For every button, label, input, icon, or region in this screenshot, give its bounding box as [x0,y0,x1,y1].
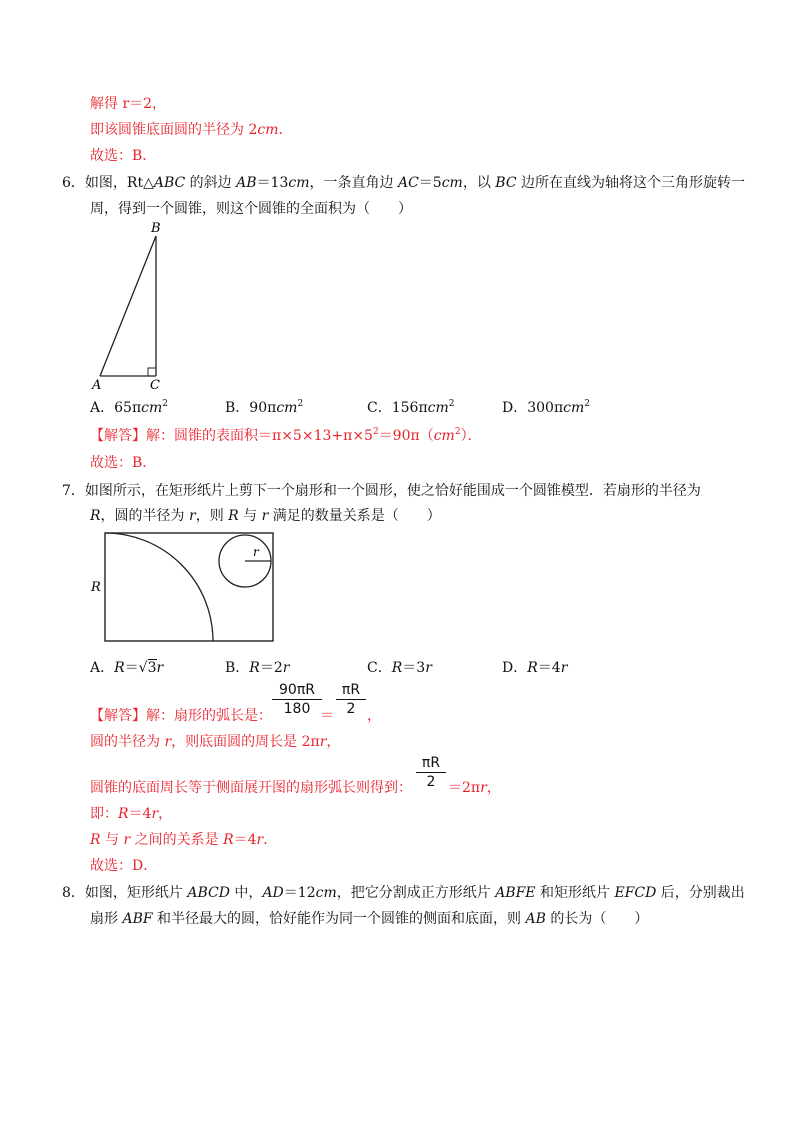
text: 之间的关系是 [130,832,224,848]
var: AB [236,175,257,191]
var: r [156,660,164,676]
q7-answer-line3: 圆锥的底面周长等于侧面展开图的扇形弧长则得到： [90,780,412,796]
q6-option-d [502,399,590,417]
text: ，把它分割成正方形纸片 [336,885,496,901]
q7-rectangle-figure [86,528,280,646]
var: r [151,806,159,822]
fraction-bar [416,772,446,773]
var: r [319,734,327,750]
q7-answer-line4 [90,805,172,823]
var: ABF [122,911,153,927]
text: 如图，矩形纸片 [84,885,188,901]
q6-line1 [62,174,745,192]
var: AD [262,885,284,901]
text: 即： [90,806,118,822]
text: ＝4 [128,806,152,822]
fraction-pi-r-over-2 [336,682,366,717]
fraction-pi-r-over-2-second [416,755,446,790]
q7-line1 [62,482,701,500]
text: ＝13 [256,175,289,191]
text: 扇形 [90,911,123,927]
q7-option-a [90,659,163,677]
exponent: 2 [372,427,379,437]
var: R [118,806,129,822]
q7-answer-line1 [90,707,272,725]
text: 后，分别裁出 [656,885,745,901]
unit: cm [276,400,298,416]
q6-line2: 周，得到一个圆锥，则这个圆锥的全面积为（ ） [90,201,412,217]
unit: cm [427,400,449,416]
numerator: πR [421,755,441,771]
text: ． [278,122,293,138]
exponent: 2 [448,399,455,409]
vertex-label-a: A [92,378,102,392]
denominator: 2 [346,701,356,717]
var: r [261,508,269,524]
denominator: 2 [426,774,436,790]
text: 与 [238,508,262,524]
unit: cm [563,400,585,416]
option-letter: D． [502,660,528,676]
text: 的斜边 [185,175,237,191]
q7-option-b [225,659,289,677]
var: R [527,660,538,676]
var: r [425,660,432,676]
option-letter: A． [90,660,115,676]
text: 圆的半径为 [90,734,165,750]
unit: cm [141,400,163,416]
var: R [223,832,234,848]
option-letter: A． [90,400,115,416]
text: ＝ [124,660,139,676]
option-letter: B． [225,660,250,676]
q7-answer-line5 [90,831,277,849]
var: r [164,734,172,750]
text: ＝4 [537,660,561,676]
q6-option-a [90,399,168,417]
text: 满足的数量关系是（ ） [268,508,441,524]
question-number: 6． [62,175,85,191]
text: 即该圆锥底面圆的半径为 2 [90,122,258,138]
q7-line2 [90,507,441,525]
text: ＝90π（ [378,428,434,444]
option-letter: B． [225,400,250,416]
text: ，圆的半径为 [100,508,189,524]
vertex-label-c: C [150,378,160,392]
q7-choice: 故选：D． [90,858,158,874]
q6-choice: 故选：B． [90,455,157,471]
var: R [90,832,101,848]
answer-tag: 【解答】 [90,708,146,724]
q6-option-b [225,399,303,417]
prev-choice-line: 故选：B． [90,148,157,164]
fraction-arc-length [272,682,322,717]
text: 中， [229,885,263,901]
var: r [256,832,264,848]
var: R [90,508,101,524]
numerator: 90πR [279,682,315,698]
text: ， [326,734,341,750]
text: ＝2 [259,660,283,676]
radius-label-r-big: R [91,580,101,595]
fraction-bar [272,699,322,700]
text: 和矩形纸片 [535,885,615,901]
var: ABCD [187,885,230,901]
text: ＝2π [448,780,481,796]
option-letter: D． [502,400,528,416]
q6-triangle-figure [88,220,178,392]
text: ，以 [462,175,496,191]
text: ＝5 [418,175,442,191]
text: ，则底面圆的周长是 2π [171,734,320,750]
prev-solve-line: 解得 r＝2， [90,96,167,112]
text: ＝4 [233,832,257,848]
comma: ， [367,708,381,724]
text: 如图所示，在矩形纸片上剪下一个扇形和一个圆形，使之恰好能围成一个圆锥模型．若扇形的半径为 [84,483,701,499]
text: ＝3 [402,660,426,676]
var: ABFE [495,885,536,901]
q7-option-d [502,659,567,677]
text: ， [158,806,173,822]
radius-label-r-small: r [253,545,259,559]
unit: cm [315,885,337,901]
text: 与 [100,832,124,848]
unit: cm [433,428,455,444]
var: R [249,660,260,676]
answer-tag: 【解答】 [90,428,146,444]
text: ． [263,832,278,848]
text: 解：扇形的弧长是： [146,708,272,724]
exponent: 2 [297,399,304,409]
text: 和半径最大的圆，恰好能作为同一个圆锥的侧面和底面，则 [152,911,526,927]
sqrt-symbol: √ [138,660,148,676]
sqrt-value: 3 [147,660,157,676]
var: r [480,780,487,796]
var: R [114,660,125,676]
prev-radius-line [90,121,292,139]
numerator: πR [341,682,361,698]
var: r [282,660,290,676]
var: R [391,660,403,676]
q6-answer [90,427,482,445]
text: ，则 [195,508,229,524]
q7-answer-line2 [90,733,340,751]
q7-option-c [367,659,432,677]
exponent: 2 [454,427,461,437]
denominator: 180 [283,701,311,717]
text: 解：圆锥的表面积＝π×5×13+π×5 [146,428,373,444]
text: 的长为（ ） [545,911,649,927]
q7-answer-line3-result [448,779,501,797]
question-number: 8． [62,885,85,901]
var: ABC [153,175,186,191]
var: EFCD [614,885,657,901]
vertex-label-b: B [151,221,161,236]
option-letter: C． [367,400,392,416]
q6-option-c [367,399,455,417]
var: r [560,660,568,676]
question-number: 7． [62,483,85,499]
unit: cm [288,175,310,191]
var: BC [495,175,517,191]
unit: cm [441,175,463,191]
var: r [189,508,196,524]
option-value: 65π [114,400,142,416]
equals-sign: ＝ [320,708,334,724]
var: AC [397,175,419,191]
text: ， [486,780,501,796]
text: ＝12 [283,885,316,901]
var: R [228,508,239,524]
unit: cm [257,122,279,138]
exponent: 2 [162,399,168,409]
option-value: 300π [527,400,564,416]
var: AB [525,911,546,927]
option-value: 156π [391,400,428,416]
text: ）． [460,428,482,444]
text: 边所在直线为轴将这个三角形旋转一 [516,175,745,191]
q8-line1 [62,884,745,902]
var: r [123,832,131,848]
text: ，一条直角边 [309,175,398,191]
option-letter: C． [367,660,392,676]
q8-line2 [90,910,648,928]
option-value: 90π [249,400,277,416]
exponent: 2 [584,399,591,409]
fraction-bar [336,699,366,700]
text: 如图，Rt△ [84,175,154,191]
